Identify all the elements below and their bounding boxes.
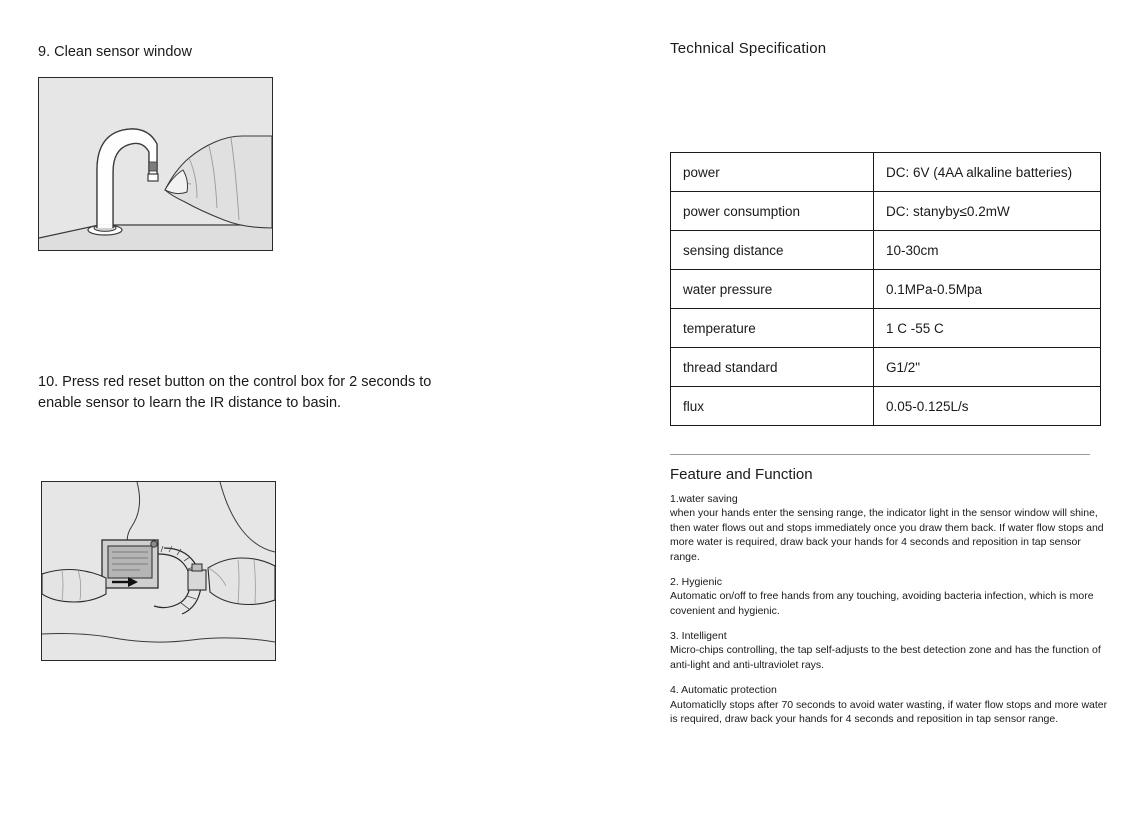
spec-value: G1/2" (874, 348, 1101, 387)
spec-value: DC: 6V (4AA alkaline batteries) (874, 153, 1101, 192)
list-item (670, 629, 1110, 672)
feature-and-function-title: Feature and Function (670, 466, 813, 483)
spec-key: power (671, 153, 874, 192)
feature-body: Automaticlly stops after 70 seconds to avoid water wasting, if water flow stops and more water is required, draw back your hands for 4 seconds and reposition in tap sensor range. (670, 698, 1108, 726)
feature-title: 3. Intelligent (670, 630, 727, 643)
spec-key: temperature (671, 309, 874, 348)
feature-body: Automatic on/off to free hands from any touching, avoiding bacteria infection, which is more covenient and hygienic. (670, 590, 1094, 617)
left-column (38, 42, 558, 251)
spec-key: water pressure (671, 270, 874, 309)
feature-list (670, 492, 1110, 738)
step-10-block (38, 372, 438, 414)
spec-table-body (671, 153, 1101, 426)
feature-title: 1.water saving (670, 493, 738, 505)
feature-divider (670, 454, 1090, 455)
spec-value: 1 C -55 C (874, 309, 1101, 348)
figure-press-reset-button-wrap (41, 481, 276, 661)
spec-value: 0.05-0.125L/s (874, 387, 1101, 426)
spec-key: sensing distance (671, 231, 874, 270)
step-9-text: 9. Clean sensor window (38, 44, 192, 60)
table-row (671, 309, 1101, 348)
feature-body: when your hands enter the sensing range, the indicator light in the sensor window will shine, then water flows out and stops immediately once you draw them back. If water flow stops and more water is required, draw back your hands for 4 seconds and reposition in tap sensor range. (670, 507, 1104, 563)
figure-clean-sensor-window (38, 77, 273, 251)
technical-specification-title: Technical Specification (670, 40, 827, 57)
table-row (671, 348, 1101, 387)
spec-value: 10-30cm (874, 231, 1101, 270)
spec-key: thread standard (671, 348, 874, 387)
feature-body: Micro-chips controlling, the tap self-adjusts to the best detection zone and has the function of anti-light and anti-ultraviolet rays. (670, 644, 1101, 671)
figure-press-reset-button (41, 481, 276, 661)
spec-value: DC: stanyby≤0.2mW (874, 192, 1101, 231)
table-row (671, 153, 1101, 192)
spec-key: power consumption (671, 192, 874, 231)
table-row (671, 387, 1101, 426)
illustration-clean-sensor-window (39, 78, 272, 250)
table-row (671, 270, 1101, 309)
illustration-control-box-reset (42, 482, 275, 660)
list-item (670, 683, 1110, 726)
spec-key: flux (671, 387, 874, 426)
feature-title: 4. Automatic protection (670, 684, 777, 697)
spec-value: 0.1MPa-0.5Mpa (874, 270, 1101, 309)
table-row (671, 231, 1101, 270)
table-row (671, 192, 1101, 231)
list-item (670, 575, 1110, 618)
step-10-text: 10. Press red reset button on the control box for 2 seconds to enable sensor to learn the IR distance to basin. (38, 374, 432, 412)
feature-title: 2. Hygienic (670, 576, 722, 589)
technical-specification-table (670, 152, 1101, 426)
list-item (670, 492, 1110, 564)
right-column (670, 40, 1108, 726)
